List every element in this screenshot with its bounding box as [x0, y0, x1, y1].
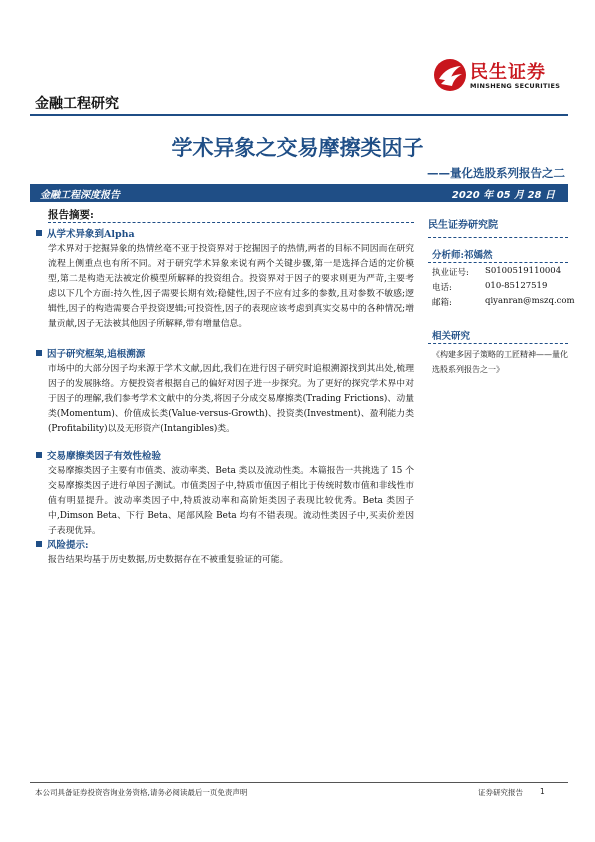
page-number: 1 — [540, 787, 545, 796]
section-heading-2 — [36, 346, 145, 360]
section-heading-text: 因子研究框架,追根溯源 — [47, 349, 146, 360]
institute-name: 民生证券研究院 — [428, 220, 498, 231]
license-label: 执业证号: — [432, 268, 469, 278]
header-rule — [30, 114, 568, 116]
section-heading-3 — [36, 448, 161, 462]
logo-text-en: MINSHENG SECURITIES — [470, 82, 561, 90]
sidebar-divider — [428, 262, 568, 263]
section-heading-text: 从学术异象到Alpha — [47, 229, 135, 240]
section-heading-4 — [36, 537, 89, 551]
phone-label: 电话: — [432, 283, 452, 293]
section-body-4: 报告结果均基于历史数据,历史数据存在不被重复验证的可能。 — [48, 555, 289, 565]
email-label: 邮箱: — [432, 298, 452, 308]
report-date: 2020 年 05 月 28 日 — [451, 190, 555, 201]
section-body-1: 学术界对于挖掘异象的热情丝毫不亚于投资界对于挖掘因子的热情,两者的目标不同因而在研究流程上侧重点也有所不同。对于研究学术异象来说有两个关键步骤,第一是选择合适的定价模型,第二是构造无法被定价模型所解释的投资组合。投资界对于因子的要求则更为严苛,主要考虑以下几个方面:持久性,因子需要长期有效;稳健性,因子不应有过多的参数,且对参数不敏感;逻辑性,因子的构造需要合乎投资逻辑;可投资性,因子的表现应该考虑到真实交易中的各种情况;增量贡献,因子无法被其他因子所解释,带有增量信息。 — [48, 244, 414, 329]
footer-disclaimer: 本公司具备证券投资咨询业务资格,请务必阅读最后一页免责声明 — [35, 788, 248, 797]
report-subtitle: ——量化选股系列报告之二 — [427, 166, 565, 180]
bullet-square-icon — [36, 230, 42, 236]
bullet-square-icon — [36, 541, 42, 547]
report-title: 学术异象之交易摩擦类因子 — [171, 136, 424, 160]
license-value: S0100519110004 — [485, 266, 562, 276]
summary-label: 报告摘要: — [48, 209, 94, 221]
department-title: 金融工程研究 — [35, 96, 119, 112]
related-report-title: 《构建多因子策略的工匠精神——量化选股系列报告之一》 — [432, 350, 568, 374]
minsheng-logo-icon — [432, 57, 468, 93]
section-heading-1 — [36, 226, 135, 240]
bullet-square-icon — [36, 350, 42, 356]
section-body-2: 市场中的大部分因子均来源于学术文献,因此,我们在进行因子研究时追根溯源找到其出处,梳理因子的发展脉络。方便投资者根据自己的偏好对因子进一步探究。为了更好的探究学术界中对于因子的理解,我们参考学术文献中的分类,将因子分成交易摩擦类(Trading Frictions)、动量类(Momentum)、价值成长类(Value-versus-Growth)、投资类(Investment)、盈利能力类(Profitability)以及无形资产(Intangibles)类。 — [48, 364, 414, 434]
phone-value: 010-85127519 — [485, 281, 548, 291]
sidebar-divider — [428, 237, 568, 238]
analyst-name: 分析师:祁嫣然 — [432, 250, 493, 261]
sidebar-divider — [428, 343, 568, 344]
report-type: 金融工程深度报告 — [40, 190, 120, 201]
related-research-label: 相关研究 — [432, 331, 471, 342]
bullet-square-icon — [36, 452, 42, 458]
email-value: qiyanran@mszq.com — [485, 296, 575, 306]
section-heading-text: 交易摩擦类因子有效性检验 — [47, 451, 162, 462]
footer-rule — [30, 782, 568, 783]
section-body-3: 交易摩擦类因子主要有市值类、波动率类、Beta 类以及流动性类。本篇报告一共挑选了 15 个交易摩擦类因子进行单因子测试。市值类因子中,特质市值因子相比于传统时数市值和非线性市值有明显提升。波动率类因子中,特质波动率和高阶矩类因子表现比较优秀。Beta 类因子中,Dimson Beta、下行 Beta、尾部风险 Beta 均有不错表现。流动性类因子中,买卖价差因子表现优异。 — [48, 466, 414, 536]
summary-divider — [48, 222, 414, 223]
logo-text-cn: 民生证券 — [470, 62, 546, 83]
section-heading-text: 风险提示: — [47, 540, 89, 551]
footer-report-label: 证券研究报告 — [478, 788, 523, 797]
